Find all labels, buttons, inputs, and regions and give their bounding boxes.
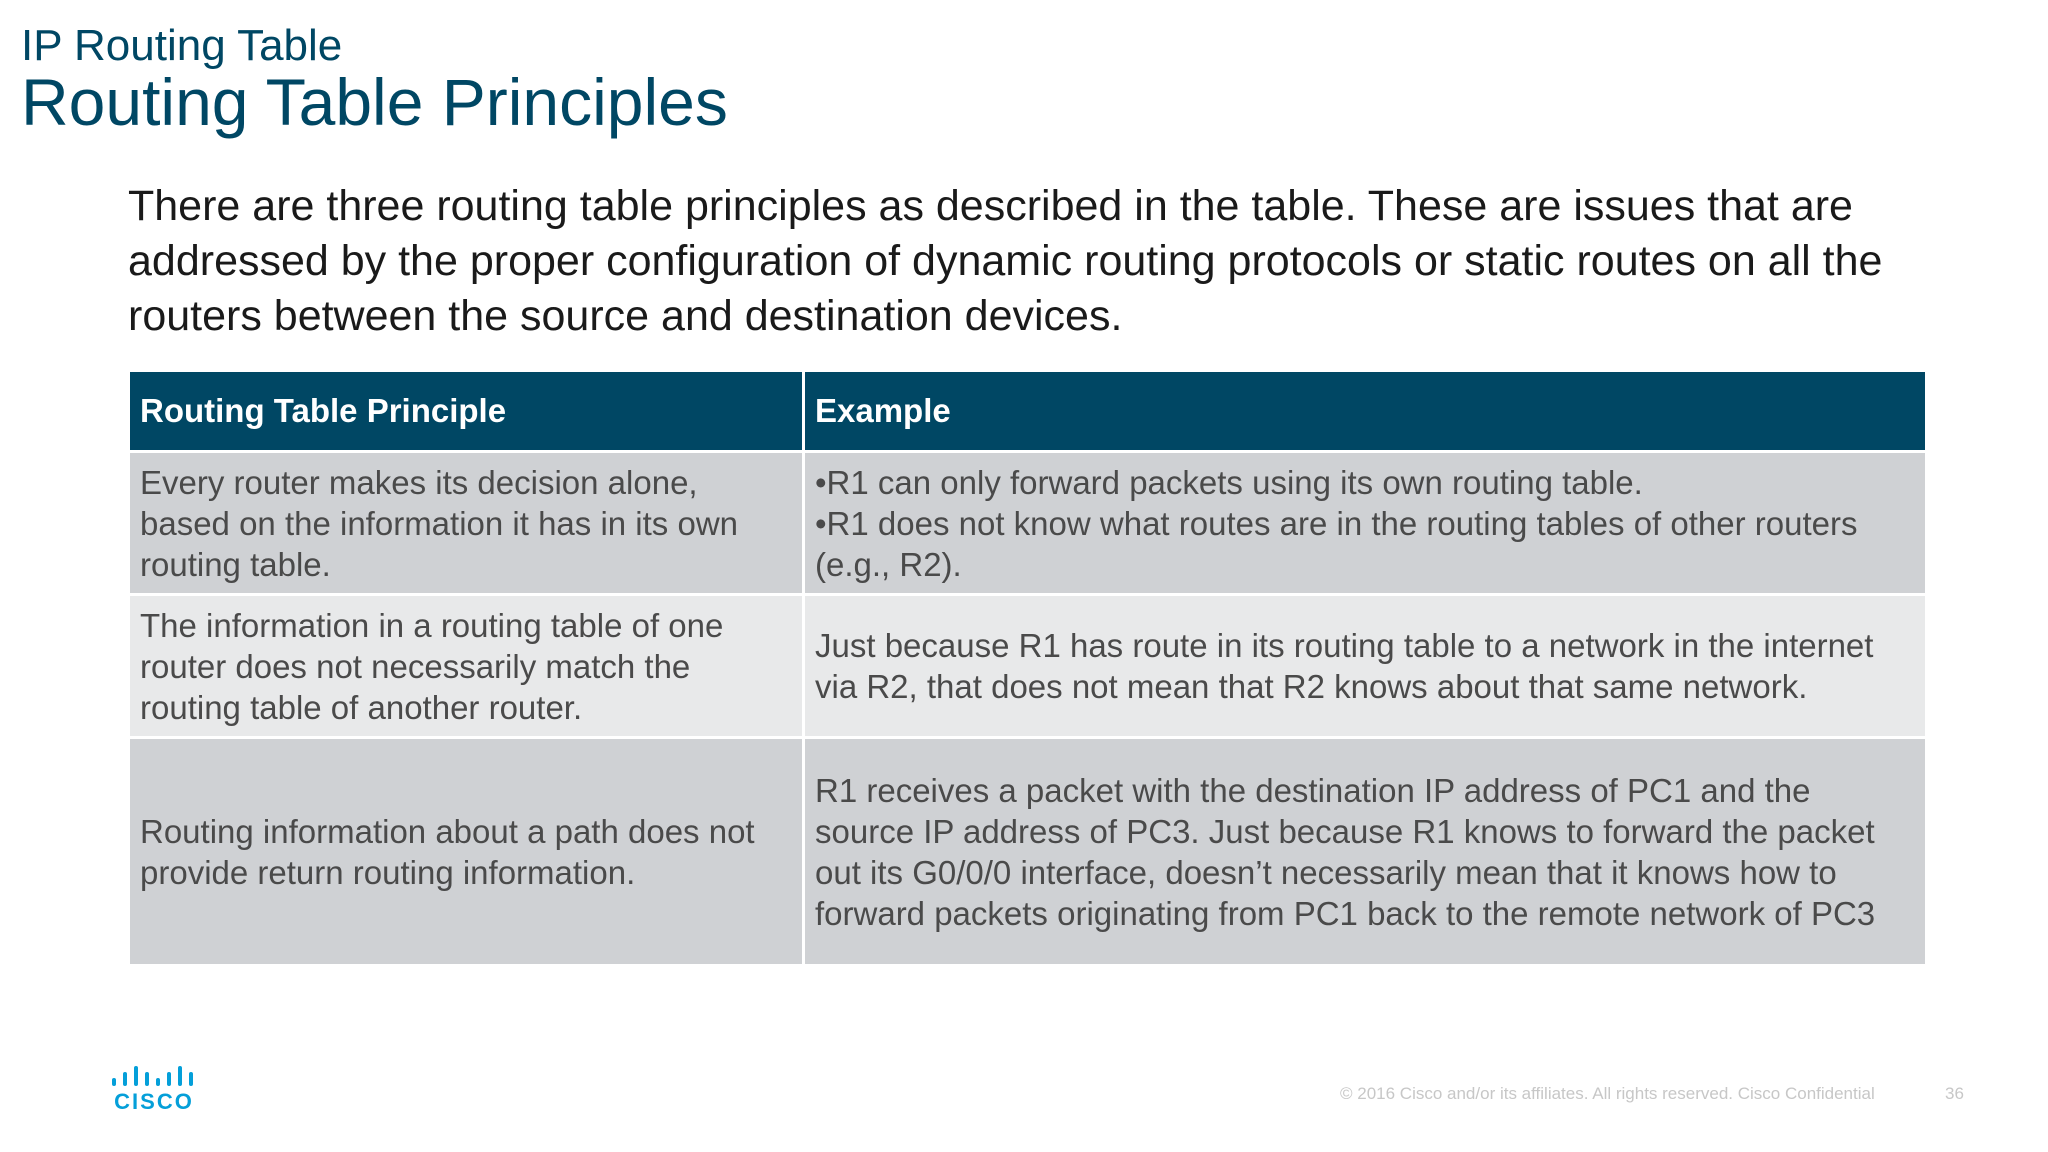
page-title: Routing Table Principles xyxy=(21,65,728,139)
example-cell xyxy=(804,738,1927,966)
table-header-row xyxy=(129,371,1927,452)
principle-cell: The information in a routing table of one router does not necessarily match the routing table of another router. xyxy=(129,595,804,738)
footer-copyright: © 2016 Cisco and/or its affiliates. All rights reserved. Cisco Confidential xyxy=(1340,1084,1875,1103)
section-kicker: IP Routing Table xyxy=(21,21,343,70)
example-cell xyxy=(804,452,1927,595)
column-header-principle: Routing Table Principle xyxy=(129,371,804,452)
table-row xyxy=(129,452,1927,595)
column-header-example: Example xyxy=(804,371,1927,452)
cisco-logo-icon xyxy=(110,1066,198,1116)
example-text: Just because R1 has route in its routing table to a network in the internet via R2, that does not mean that R2 knows about that same network. xyxy=(815,627,1874,705)
example-cell xyxy=(804,595,1927,738)
principles-table-container xyxy=(127,369,1925,967)
example-text: R1 receives a packet with the destination IP address of PC1 and the source IP address of PC3. Just because R1 knows to forward the packet out its G0/0/0 interface, doesn’t necessarily mean that it knows how to forward packets originating from PC1 back to the remote network of PC3 xyxy=(815,771,1876,932)
table-row xyxy=(129,738,1927,966)
cisco-logo-wordmark: CISCO xyxy=(114,1089,194,1114)
example-bullet: •R1 does not know what routes are in the routing tables of other routers (e.g., R2). xyxy=(815,504,1858,583)
principle-cell: Every router makes its decision alone, based on the information it has in its own routing table. xyxy=(129,452,804,595)
cisco-logo-bars xyxy=(110,1066,198,1088)
table-row xyxy=(129,595,1927,738)
principles-table xyxy=(127,369,1928,967)
page-number: 36 xyxy=(1945,1084,1964,1103)
principle-cell: Routing information about a path does not provide return routing information. xyxy=(129,738,804,966)
example-bullet: •R1 can only forward packets using its own routing table. xyxy=(815,463,1643,501)
intro-paragraph: There are three routing table principles as described in the table. These are issues that are addressed by the proper configuration of dynamic routing protocols or static routes on all the routers between the source and destination devices. xyxy=(128,182,1883,340)
